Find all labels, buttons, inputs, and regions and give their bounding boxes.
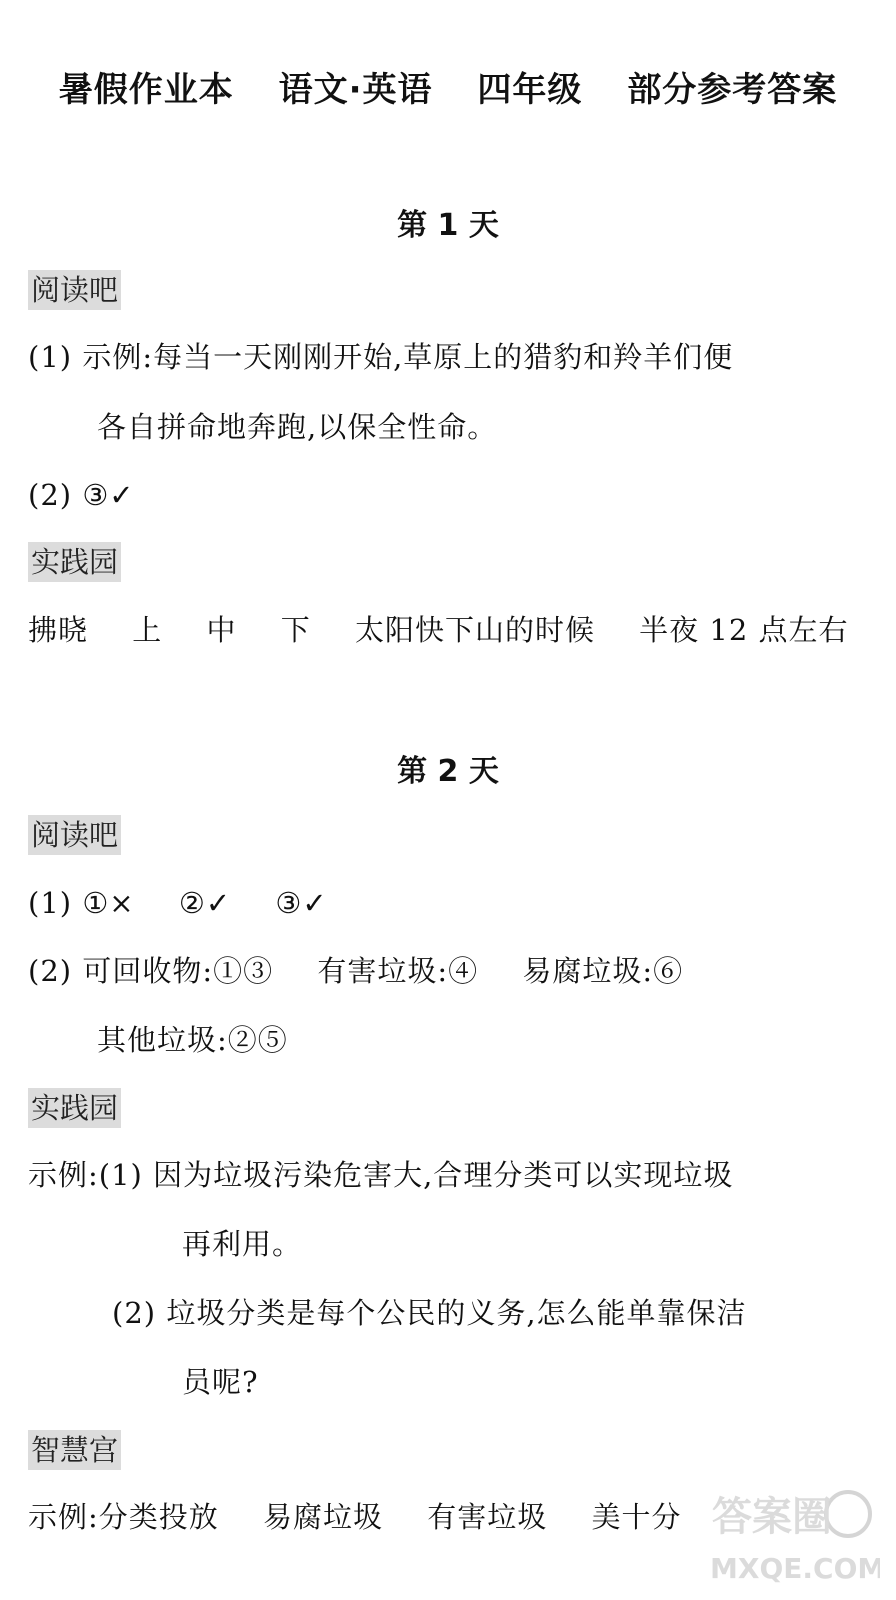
day-2-practice-a1-cont: 再利用。	[182, 1227, 303, 1261]
day-2-reading-label: 阅读吧	[28, 815, 121, 855]
answer-item: 拂晓	[28, 613, 89, 647]
question-number: (1)	[28, 340, 73, 374]
day-1-reading-q2	[28, 475, 135, 515]
question-number: (1)	[98, 1158, 143, 1192]
answer-item: 有害垃圾	[427, 1500, 548, 1534]
answer-item: 下	[280, 613, 311, 647]
answer-item: 易腐垃圾:⑥	[522, 954, 684, 988]
answer-text: ③✓	[82, 478, 135, 512]
day-1-reading-q1-cont: 各自拼命地奔跑,以保全性命。	[97, 410, 498, 444]
example-prefix: 示例:	[28, 1158, 99, 1192]
watermark-text-top: 答案圈	[712, 1494, 832, 1540]
answer-text: 示例:每当一天刚刚开始,草原上的猎豹和羚羊们便	[82, 340, 734, 374]
question-number: (2)	[28, 478, 73, 512]
answer-item: ①×	[82, 886, 135, 920]
day-1-practice-answer	[28, 610, 849, 650]
answer-item: 中	[206, 613, 237, 647]
day-2-practice-a2-cont: 员呢?	[182, 1365, 259, 1399]
title-book: 暑假作业本	[58, 70, 234, 110]
page-title	[0, 62, 896, 111]
answer-item: 可回收物:①③	[82, 954, 274, 988]
answer-item: 易腐垃圾	[263, 1500, 384, 1534]
day-2-reading-q2	[28, 951, 683, 991]
question-number: (2)	[28, 954, 73, 988]
answer-item: 太阳快下山的时候	[354, 613, 595, 647]
watermark-text-bottom: MXQE.COM	[710, 1552, 880, 1585]
answer-item: 美十分	[591, 1500, 682, 1534]
question-number: (2)	[112, 1296, 157, 1330]
day-2-practice-label: 实践园	[28, 1088, 121, 1128]
day-1-reading-label: 阅读吧	[28, 270, 121, 310]
day-2-practice-a2	[112, 1293, 747, 1333]
day-2-heading: 第 2 天	[397, 754, 499, 789]
title-grade: 四年级	[477, 70, 583, 110]
answer-item: 有害垃圾:④	[317, 954, 479, 988]
answer-item: 半夜 12 点左右	[639, 613, 849, 647]
question-number: (1)	[28, 886, 73, 920]
answer-item: ②✓	[178, 886, 232, 920]
day-1-heading: 第 1 天	[397, 208, 499, 243]
day-2-wisdom-label: 智慧宫	[28, 1430, 121, 1470]
answer-text: 因为垃圾污染危害大,合理分类可以实现垃圾	[153, 1158, 734, 1192]
answer-item: ③✓	[275, 886, 328, 920]
answer-text: 垃圾分类是每个公民的义务,怎么能单靠保洁	[166, 1296, 747, 1330]
day-2-reading-q1	[28, 883, 328, 923]
watermark-icon	[700, 1482, 880, 1592]
answer-item: 上	[132, 613, 163, 647]
watermark-logo	[700, 1482, 880, 1592]
example-prefix: 示例:	[28, 1500, 99, 1534]
day-2-practice-a1	[28, 1155, 733, 1195]
day-2-wisdom-answer	[28, 1497, 682, 1537]
answer-item: 分类投放	[98, 1500, 219, 1534]
day-1-practice-label: 实践园	[28, 542, 121, 582]
day-1-reading-q1	[28, 337, 733, 377]
title-subjects: 语文·英语	[278, 70, 433, 110]
title-answers: 部分参考答案	[627, 70, 838, 110]
day-2-reading-q2-cont: 其他垃圾:②⑤	[97, 1023, 288, 1057]
